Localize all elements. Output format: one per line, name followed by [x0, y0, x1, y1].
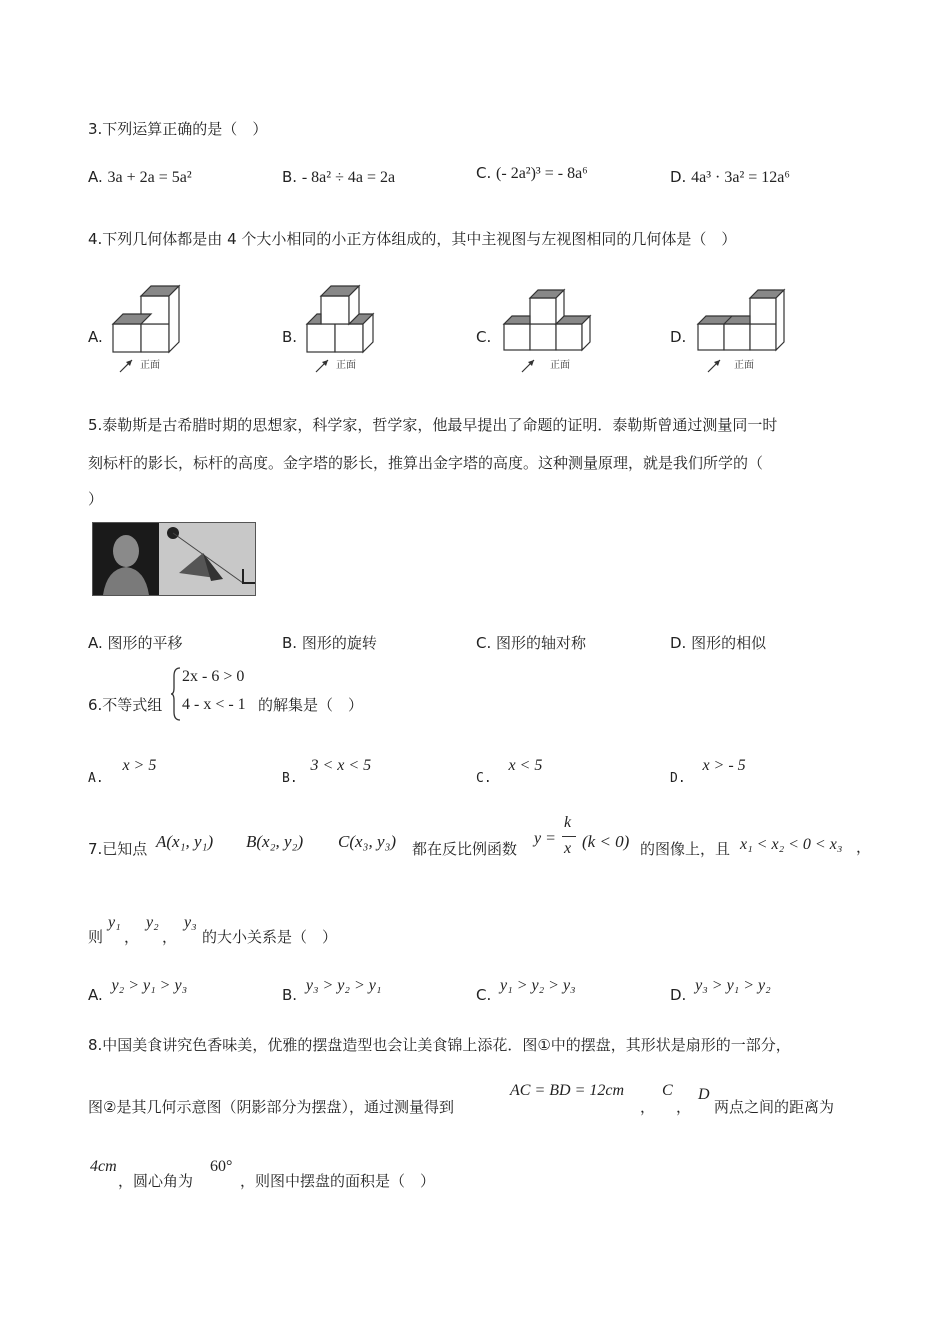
q6-option-c[interactable] [476, 756, 543, 786]
comma: ， [856, 838, 872, 856]
q7-option-b[interactable] [282, 976, 382, 1004]
option-expr: 4a³ · 3a² = 12a⁶ [691, 169, 790, 186]
q7-y2: y₂ [146, 914, 159, 931]
q8-equation: AC = BD = 12cm [510, 1082, 625, 1099]
comma: ， [162, 928, 178, 946]
q3-stem: 3.下列运算正确的是（ ） [88, 120, 268, 138]
q4-figure-b [302, 272, 402, 378]
q7-point-b: B(x₂, y₂) [246, 832, 304, 851]
q4-figure-c [500, 282, 600, 378]
q7-point-c: C(x₃, y₃) [338, 832, 397, 851]
q7-option-a[interactable] [88, 976, 188, 1004]
q7-line2-prefix: 则 [88, 928, 104, 946]
q7-line2-suffix: 的大小关系是（ ） [202, 928, 338, 946]
front-label: 正面 [336, 360, 356, 371]
option-expr: y₃ > y₂ > y₁ [305, 977, 382, 994]
q6-inequality-1: 2x - 6 > 0 [182, 668, 245, 685]
q8-point-c: C [662, 1082, 673, 1099]
q5-option-c[interactable]: C. 图形的轴对称 [476, 634, 587, 652]
q4-option-b[interactable]: B. [282, 328, 298, 346]
option-label: A. [88, 168, 103, 186]
front-label: 正面 [550, 360, 570, 371]
q8-line-3a: ，圆心角为 [118, 1172, 194, 1190]
q8-line-2b: 两点之间的距离为 [714, 1098, 835, 1116]
q7-prefix: 7.已知点 [88, 840, 148, 858]
q6-prefix: 6.不等式组 [88, 696, 163, 714]
option-label: C. [476, 986, 492, 1004]
q4-option-a[interactable]: A. [88, 328, 103, 346]
q5-option-b[interactable]: B. 图形的旋转 [282, 634, 377, 652]
option-label: A. [88, 986, 103, 1004]
q4-option-c[interactable]: C. [476, 328, 492, 346]
option-expr: x < 5 [508, 757, 543, 774]
q8-line-2a: 图②是其几何示意图（阴影部分为摆盘），通过测量得到 [88, 1098, 454, 1116]
q8-point-d: D [698, 1086, 710, 1103]
option-label: B. [282, 986, 298, 1004]
option-expr: y₁ > y₂ > y₃ [500, 977, 576, 994]
q7-point-a: A(x₁, y₁) [156, 832, 214, 851]
q6-option-b[interactable] [282, 756, 372, 786]
q3-option-c[interactable] [476, 164, 588, 183]
q7-inequality: x₁ < x₂ < 0 < x₃ [740, 836, 843, 853]
q7-condition: (k < 0) [582, 832, 630, 851]
q6-inequality-2: 4 - x < - 1 [182, 696, 246, 713]
q7-y1: y₁ [108, 914, 121, 931]
option-label: C. [476, 164, 492, 182]
option-label: B. [282, 168, 298, 186]
q7-func-numerator: k [564, 814, 572, 831]
q7-func-denominator: x [564, 840, 572, 857]
q7-y3: y₃ [184, 914, 197, 931]
q7-option-c[interactable] [476, 976, 576, 1004]
option-label: A. [88, 771, 104, 786]
comma: ， [124, 928, 140, 946]
q7-tail: 的图像上，且 [640, 840, 731, 858]
option-expr: 3 < x < 5 [310, 757, 372, 774]
front-label: 正面 [734, 360, 754, 371]
q5-line-2: 刻标杆的影长，标杆的高度。金字塔的影长，推算出金字塔的高度。这种测量原理，就是我们所学的（ [88, 454, 764, 472]
q7-option-d[interactable] [670, 976, 771, 1004]
q5-line-1: 5.泰勒斯是古希腊时期的思想家，科学家，哲学家，他最早提出了命题的证明．泰勒斯曾通过测量同一时 [88, 416, 778, 434]
option-expr: y₂ > y₁ > y₃ [111, 977, 188, 994]
thales-pyramid-image [92, 522, 256, 596]
q8-line-3b: ，则图中摆盘的面积是（ ） [240, 1172, 436, 1190]
q5-line-3: ） [88, 490, 104, 508]
left-brace-icon [170, 666, 182, 722]
q5-option-d[interactable]: D. 图形的相似 [670, 634, 767, 652]
q6-option-d[interactable] [670, 756, 746, 786]
option-expr: y₃ > y₁ > y₂ [695, 977, 771, 994]
q4-stem: 4.下列几何体都是由 4 个大小相同的小正方体组成的，其中主视图与左视图相同的几何体是（ ） [88, 230, 737, 248]
q8-line-1: 8.中国美食讲究色香味美，优雅的摆盘造型也会让美食锦上添花．图①中的摆盘，其形状是扇形的一部分， [88, 1036, 791, 1054]
q4-figure-a [108, 272, 198, 378]
q6-option-a[interactable] [88, 756, 157, 786]
q8-angle: 60° [210, 1158, 233, 1175]
option-label: D. [670, 771, 686, 786]
q3-option-d[interactable] [670, 168, 790, 187]
q7-mid: 都在反比例函数 [412, 840, 518, 858]
option-label: D. [670, 168, 687, 186]
q5-option-a[interactable]: A. 图形的平移 [88, 634, 183, 652]
q8-distance: 4cm [90, 1158, 117, 1175]
option-label: D. [670, 986, 687, 1004]
option-expr: x > - 5 [702, 757, 746, 774]
comma: ， [676, 1098, 692, 1116]
q3-option-b[interactable] [282, 168, 395, 187]
fraction-bar [562, 836, 576, 837]
q3-option-a[interactable] [88, 168, 192, 187]
front-label: 正面 [140, 360, 160, 371]
option-label: B. [282, 771, 298, 786]
option-expr: - 8a² ÷ 4a = 2a [301, 169, 396, 186]
comma: ， [640, 1098, 656, 1116]
option-expr: x > 5 [122, 757, 157, 774]
option-label: C. [476, 771, 492, 786]
q4-figure-d [694, 282, 794, 378]
q7-func-y: y = [534, 830, 556, 847]
option-expr: 3a + 2a = 5a² [107, 169, 192, 186]
option-expr: (- 2a²)³ = - 8a⁶ [496, 165, 588, 182]
q4-option-d[interactable]: D. [670, 328, 687, 346]
q6-suffix: 的解集是（ ） [258, 696, 364, 714]
